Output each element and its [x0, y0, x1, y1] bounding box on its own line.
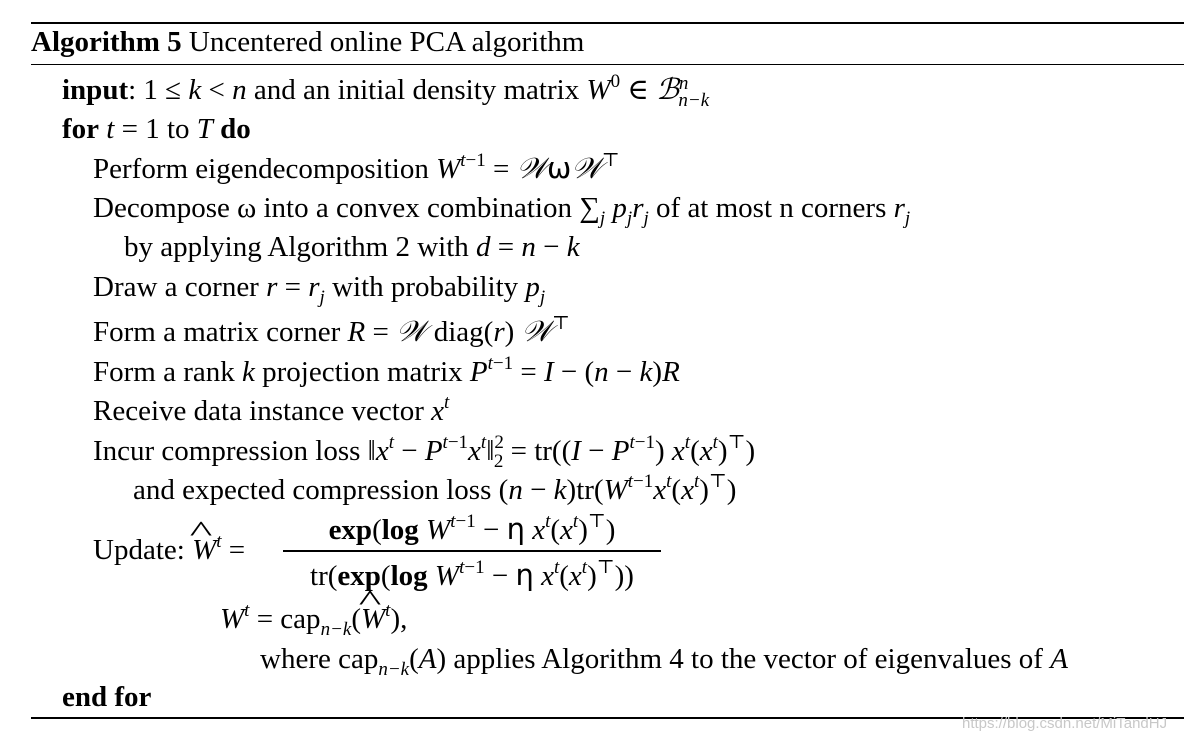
algorithm-caption [31, 25, 584, 59]
algorithm-title: Uncentered online PCA algorithm [188, 26, 585, 58]
where-line: where cap$_{n-k}$(A) applies Algorithm 4 to the vector of eigenvalues of A [260, 643, 1068, 680]
perform-text: Perform eigendecomposition [93, 153, 429, 185]
where-word: where [260, 643, 331, 675]
algorithm-heading: Algorithm 5 [31, 26, 182, 58]
matrix-corner-text: Form a matrix corner [93, 316, 341, 348]
input-text: and an initial density matrix [253, 74, 580, 106]
form-rank-suffix: projection matrix [262, 356, 463, 388]
update-line: Update: ^ $W^t$ = [93, 533, 245, 567]
do-keyword: do [220, 113, 251, 145]
cap-line: $W^t$ = cap$_{n-k}$(^ $W^t$), [220, 602, 407, 636]
for-keyword: for [62, 113, 100, 145]
end-for-keyword: end for [62, 681, 152, 713]
decompose-tail: of at most n corners [656, 192, 887, 224]
projection-line: Form a rank k projection matrix $P^{t-1} = I - (n - k)R$ [93, 353, 680, 388]
watermark: https://blog.csdn.net/MiTandHJ [962, 715, 1168, 732]
decompose-line: Decompose ω into a convex combination $\sum_j$ $p_jr_j$ of at most n corners $r_j$ [93, 192, 911, 229]
expected-loss-line: and expected compression loss $(n - k)tr(W^{t-1}x^t(x^t)^⊤)$ [133, 471, 737, 506]
receive-text: Receive data instance vector [93, 395, 424, 427]
input-keyword: input [62, 74, 129, 106]
to-word: to [166, 113, 190, 145]
draw-corner-line: Draw a corner $r = r_j$ with probability $p_j$ [93, 271, 546, 308]
update-fraction [283, 510, 661, 594]
where-text: applies Algorithm 4 to the vector of eigenvalues of [453, 643, 1043, 675]
top-rule [31, 22, 1184, 24]
incur-text: Incur compression loss [93, 435, 361, 467]
for-line: for t = 1 to T do [62, 113, 251, 145]
update-label: Update: [93, 534, 185, 566]
fraction-numerator: exp(log $W^{t-1} - \eta$ $x^t(x^t)^⊤$) [328, 511, 616, 546]
expected-text: and expected compression loss [133, 474, 492, 506]
by-applying-line: by applying Algorithm 2 with d = n − k [124, 231, 580, 263]
header-rule [31, 64, 1184, 65]
matrix-corner-line: Form a matrix corner R = 𝒲 diag(r) 𝒲⊤ [93, 313, 570, 348]
eigendecomposition-line: Perform eigendecomposition $W^{t-1}$ = 𝒲ω𝒲⊤ [93, 150, 620, 185]
input-line: input: 1 ≤ k < n and an initial density matrix $W^0$ ∈ ℬ$^n_{n-k}$ [62, 71, 710, 111]
by-applying-text: by applying Algorithm 2 with [124, 231, 469, 263]
end-for-line [62, 680, 151, 714]
draw-prefix: Draw a corner [93, 271, 259, 303]
form-rank-prefix: Form a rank [93, 356, 235, 388]
fraction-denominator: tr(exp(log $W^{t-1} - \eta$ $x^t(x^t)^⊤$)) [310, 557, 634, 592]
receive-line: Receive data instance vector $x^t$ [93, 392, 450, 427]
loss-line: Incur compression loss $‖x^t$ − $P^{t-1}x^t‖^2_2 = tr((I - P^{t-1})$ $x^t(x^t)^⊤$) [93, 432, 756, 472]
draw-mid: with probability [332, 271, 519, 303]
fraction-bar [283, 550, 661, 552]
decompose-text: Decompose ω into a convex combination [93, 192, 572, 224]
